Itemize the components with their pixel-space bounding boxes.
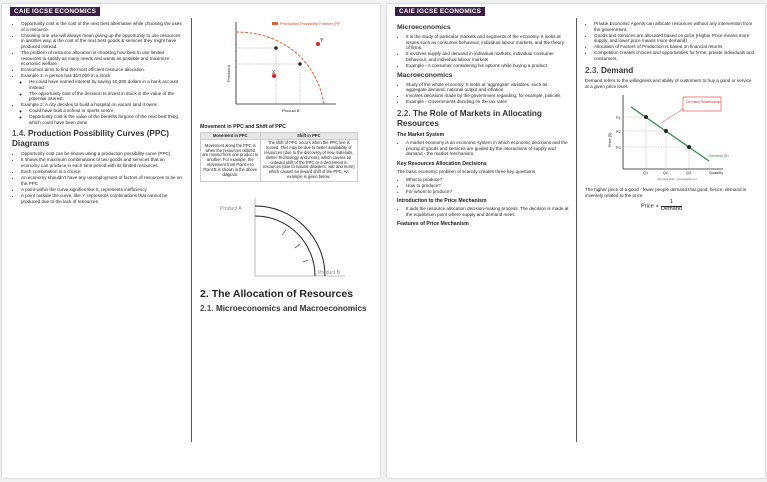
table-header-row — [201, 132, 358, 140]
page-1 — [2, 4, 380, 478]
list-item-text: It is the study of particular markets and segments of the economy. It looks at issues such as consumer behaviour, individual labour markets, and the theory of firms. — [406, 34, 565, 51]
inner-curve — [255, 216, 315, 276]
point-b — [664, 129, 668, 133]
macro-list — [397, 82, 569, 105]
list-item-text: Opportunity cost is the cost of the next best alternative while choosing the uses of a resource. — [21, 21, 182, 32]
section-2-heading — [200, 288, 370, 300]
formula-lhs: Price ∝ — [641, 203, 660, 210]
key-questions-list — [397, 177, 569, 195]
shift-arrow — [282, 230, 286, 235]
shift-arrow — [303, 260, 308, 262]
relationship-pointer — [661, 109, 683, 123]
list-item-text: Study of the whole economy. It looks at 'aggregate' variables, such as aggregate demand, national output and inflation. — [406, 81, 548, 93]
list-item — [21, 175, 184, 186]
list-item-text: Involves decisions made by the government regarding, for example, policies — [406, 93, 561, 99]
x-axis-label: Quantity — [709, 171, 724, 176]
legend-label: Production Possibility Frontier (PPF) — [280, 21, 340, 26]
section-number: 2.3. — [585, 65, 599, 75]
diagram-copyright: Copyright 2015 - Investopedia.com — [657, 178, 698, 182]
relationship-label: Demand Relationship — [686, 100, 721, 105]
list-item-text: What to produce? — [406, 176, 443, 182]
list-item — [21, 187, 184, 193]
price-formula — [641, 200, 755, 212]
point-a — [274, 46, 278, 50]
list-item-text: Goods and Services are allocated based on price (Higher Price means more supply, and lower price means more demand) — [594, 32, 750, 44]
list-item — [406, 93, 569, 99]
sub-list-item: ◦ Opportunity cost is the value of the benefits forgone of the next best thing which could have been done — [29, 114, 184, 125]
point-x-label: X — [272, 70, 276, 76]
list-item — [21, 102, 184, 125]
movement-heading: Movement in PPC and Shift of PPC — [200, 123, 286, 130]
right-column — [585, 21, 755, 212]
list-item-text: Competition creates choices and opportunities for firms, private individuals and consumers. — [594, 50, 755, 62]
column-divider — [576, 18, 577, 442]
section-2-1-heading — [200, 304, 370, 314]
formula-denominator: Demand — [660, 205, 683, 212]
list-item — [594, 21, 755, 32]
x-axis-label: Product B — [282, 108, 300, 113]
point-y-label: Y — [320, 38, 324, 44]
ppc-list — [12, 151, 184, 204]
section-number: 2.2. — [397, 108, 411, 118]
list-item — [406, 82, 569, 93]
table-header: Shift in PPC — [260, 132, 357, 140]
left-column — [397, 21, 569, 229]
list-item-text: Example 2: A city decides to build a hospital on vacant land it owns — [21, 102, 157, 108]
tick-label-p3: P3 — [616, 146, 621, 151]
list-item-text: Allocation of Factors of Production is based on financial returns — [594, 44, 723, 50]
list-item-text: How to produce? — [406, 182, 441, 188]
market-system-heading: The Market System — [397, 132, 445, 139]
demand-diagram — [605, 91, 735, 181]
list-item-text: Private Economic Agents can allocate resources without any intervention from the government. — [594, 21, 753, 32]
list-item — [21, 21, 184, 32]
list-item — [594, 44, 755, 50]
list-item-text: Economics aims to find the most efficient resource allocation. — [21, 67, 146, 73]
list-item-text: A market economy is an economic system in which economic decisions and the pricing of goods and services are guided by the interactions of supply and demand - the market mechanism. — [406, 140, 568, 157]
list-item — [21, 151, 184, 157]
section-number: 2. — [200, 288, 209, 301]
key-resource-heading: Key Resources Allocation Decisions — [397, 160, 487, 167]
market-system-list — [397, 140, 569, 157]
table-row — [201, 140, 358, 181]
list-item-text: Each combination is a choice — [21, 169, 81, 175]
ppc-curve — [236, 32, 324, 104]
list-item-text: It shows the maximum combinations of two goods and services that an economy can produce in each time period with its limited resources — [21, 157, 165, 169]
tick-label-p1: P1 — [616, 116, 621, 121]
section-title: The Role of Markets in Allocating Resources — [397, 108, 542, 128]
micro-heading: Microeconomics — [397, 24, 451, 31]
tick-label-p2: P2 — [616, 130, 621, 135]
list-item-text: A point within the curve signifies like X, represents inefficiency — [21, 186, 147, 192]
key-resource-text: The basic economic problem of scarcity creates three key questions — [397, 168, 536, 174]
section-title: Production Possibility Curves (PPC) Diagrams — [12, 129, 169, 148]
list-item-text: For whom to produce? — [406, 188, 452, 194]
ppc-shift-diagram — [200, 194, 350, 282]
list-item — [21, 193, 184, 204]
formula-fraction — [661, 200, 682, 212]
list-item — [406, 206, 569, 217]
section-title: Microeconomics and Macroeconomics — [215, 304, 367, 314]
table-cell: The shift of PPC occurs when the PPC line is moved. This may be due to better availability of resources (due to the discovery of new materials, Better Technology and more), which causes an outward shift of the PPC or a decrement in resources (due to natural disasters, war and more) which causes an inward shift of the PPC. An example is given below. — [260, 140, 357, 181]
list-item-text: Example 1: A person has $10,000 in a stock — [21, 73, 111, 79]
demand-definition: Demand refers to the willingness and ability of customers to buy a good or service at a given price level. — [585, 78, 752, 89]
section-1-4-heading — [12, 129, 184, 148]
sub-list-item: ◦ He could have earned interest by saving 10,000 dollars in a bank account instead — [29, 79, 184, 90]
list-item — [406, 189, 569, 195]
y-axis-label: Price ($) — [608, 133, 612, 148]
right-column — [200, 18, 370, 317]
sub-list-item: ◦ The opportunity cost of the decision to invest in stock is the value of the potential interest. — [29, 91, 184, 102]
section-number: 2.1. — [200, 304, 214, 314]
point-a — [644, 115, 648, 119]
sub-list-item: ◦ Could have built a school or sports centre — [29, 108, 184, 114]
macro-heading: Macroeconomics — [397, 71, 453, 79]
list-item — [406, 63, 569, 69]
ppc-comparison-table — [200, 132, 358, 182]
table-cell: Movement along the PPC is when the resources utilized are moved from one product to another. For example, the movement from Point A to Point B is shown in the above diagram. — [201, 140, 261, 181]
features-list — [585, 21, 755, 62]
list-item-text: It aids the resource allocation decision-making process. The decision is made at the equilibrium point where supply and demand meet. — [406, 206, 569, 217]
y-axis-label: Product A — [220, 205, 242, 212]
page-header: CAIE IGCSE ECONOMICS — [395, 7, 485, 16]
list-item — [406, 140, 569, 157]
list-item — [21, 33, 184, 50]
column-divider — [191, 18, 192, 442]
section-number: 1.4. — [12, 129, 26, 139]
tick-label-q2: Q2 — [663, 171, 669, 176]
list-item-text: Example - Governments deciding on the tax rates — [406, 99, 507, 105]
list-item-text: An economy shouldn't have any unemployment of factors of resources to be on the PPC — [21, 175, 182, 186]
tick-label-q1: Q1 — [643, 171, 649, 176]
list-item — [406, 99, 569, 105]
inverse-text: The higher price of a good - fewer people demand that good; hence, demand is inversely related to the price — [585, 187, 747, 198]
formula-numerator: 1 — [669, 199, 673, 206]
list-item-text: It involves supply and demand in individual markets, individual consumer behaviour, and individual labour markets — [406, 51, 554, 62]
section-2-3-heading — [585, 66, 755, 76]
list-item-text: The problem of resource allocation is choosing how best to use limited resources to satisfy as many needs and wants as possible and maximize economic welfare. — [21, 49, 170, 67]
x-axis-label: Product B — [318, 269, 340, 276]
list-item-text: Choosing one use will always mean giving up the opportunity to use resources in another way, & the cost of the next best goods & services they might have produced instead. — [21, 32, 181, 49]
list-item — [406, 51, 569, 62]
list-item-text: Opportunity cost can be shown using a production possibility curve (PPC) — [21, 151, 171, 157]
legend-swatch — [272, 22, 278, 25]
list-item-text: A point outside the curve, like Y, represents combinations that cannot be produced due to the lack of resources — [21, 193, 168, 204]
opportunity-cost-list — [12, 21, 184, 125]
list-item-text: Example - A consumer considering his options while buying a product — [406, 62, 547, 68]
section-title: Demand — [600, 65, 634, 75]
list-item — [406, 177, 569, 183]
features-heading: Features of Price Mechanism — [397, 221, 469, 228]
list-item — [21, 73, 184, 101]
sub-list — [21, 108, 184, 125]
sub-list — [21, 79, 184, 102]
price-mechanism-heading: Introduction to the Price Mechanism — [397, 198, 487, 205]
list-item — [406, 34, 569, 51]
page-header: CAIE IGCSE ECONOMICS — [10, 7, 100, 16]
list-item — [21, 50, 184, 67]
y-axis-label: Product A — [226, 64, 231, 82]
list-item — [21, 169, 184, 175]
shift-arrow — [295, 244, 300, 248]
ppc-diagram — [220, 18, 340, 118]
demand-curve-label: Demand (D) — [709, 154, 729, 159]
list-item — [21, 67, 184, 73]
section-2-2-heading — [397, 109, 569, 128]
point-b — [298, 62, 302, 66]
price-mechanism-list — [397, 206, 569, 217]
demand-curve — [631, 107, 709, 161]
list-item — [594, 33, 755, 44]
page-2 — [387, 4, 765, 478]
list-item — [594, 50, 755, 61]
list-item — [406, 183, 569, 189]
tick-label-q3: Q3 — [686, 171, 692, 176]
left-column — [12, 21, 184, 205]
micro-list — [397, 34, 569, 69]
section-title: The Allocation of Resources — [211, 288, 354, 301]
list-item — [21, 157, 184, 168]
point-c — [687, 145, 691, 149]
table-header: Movement in PPC — [201, 132, 261, 140]
